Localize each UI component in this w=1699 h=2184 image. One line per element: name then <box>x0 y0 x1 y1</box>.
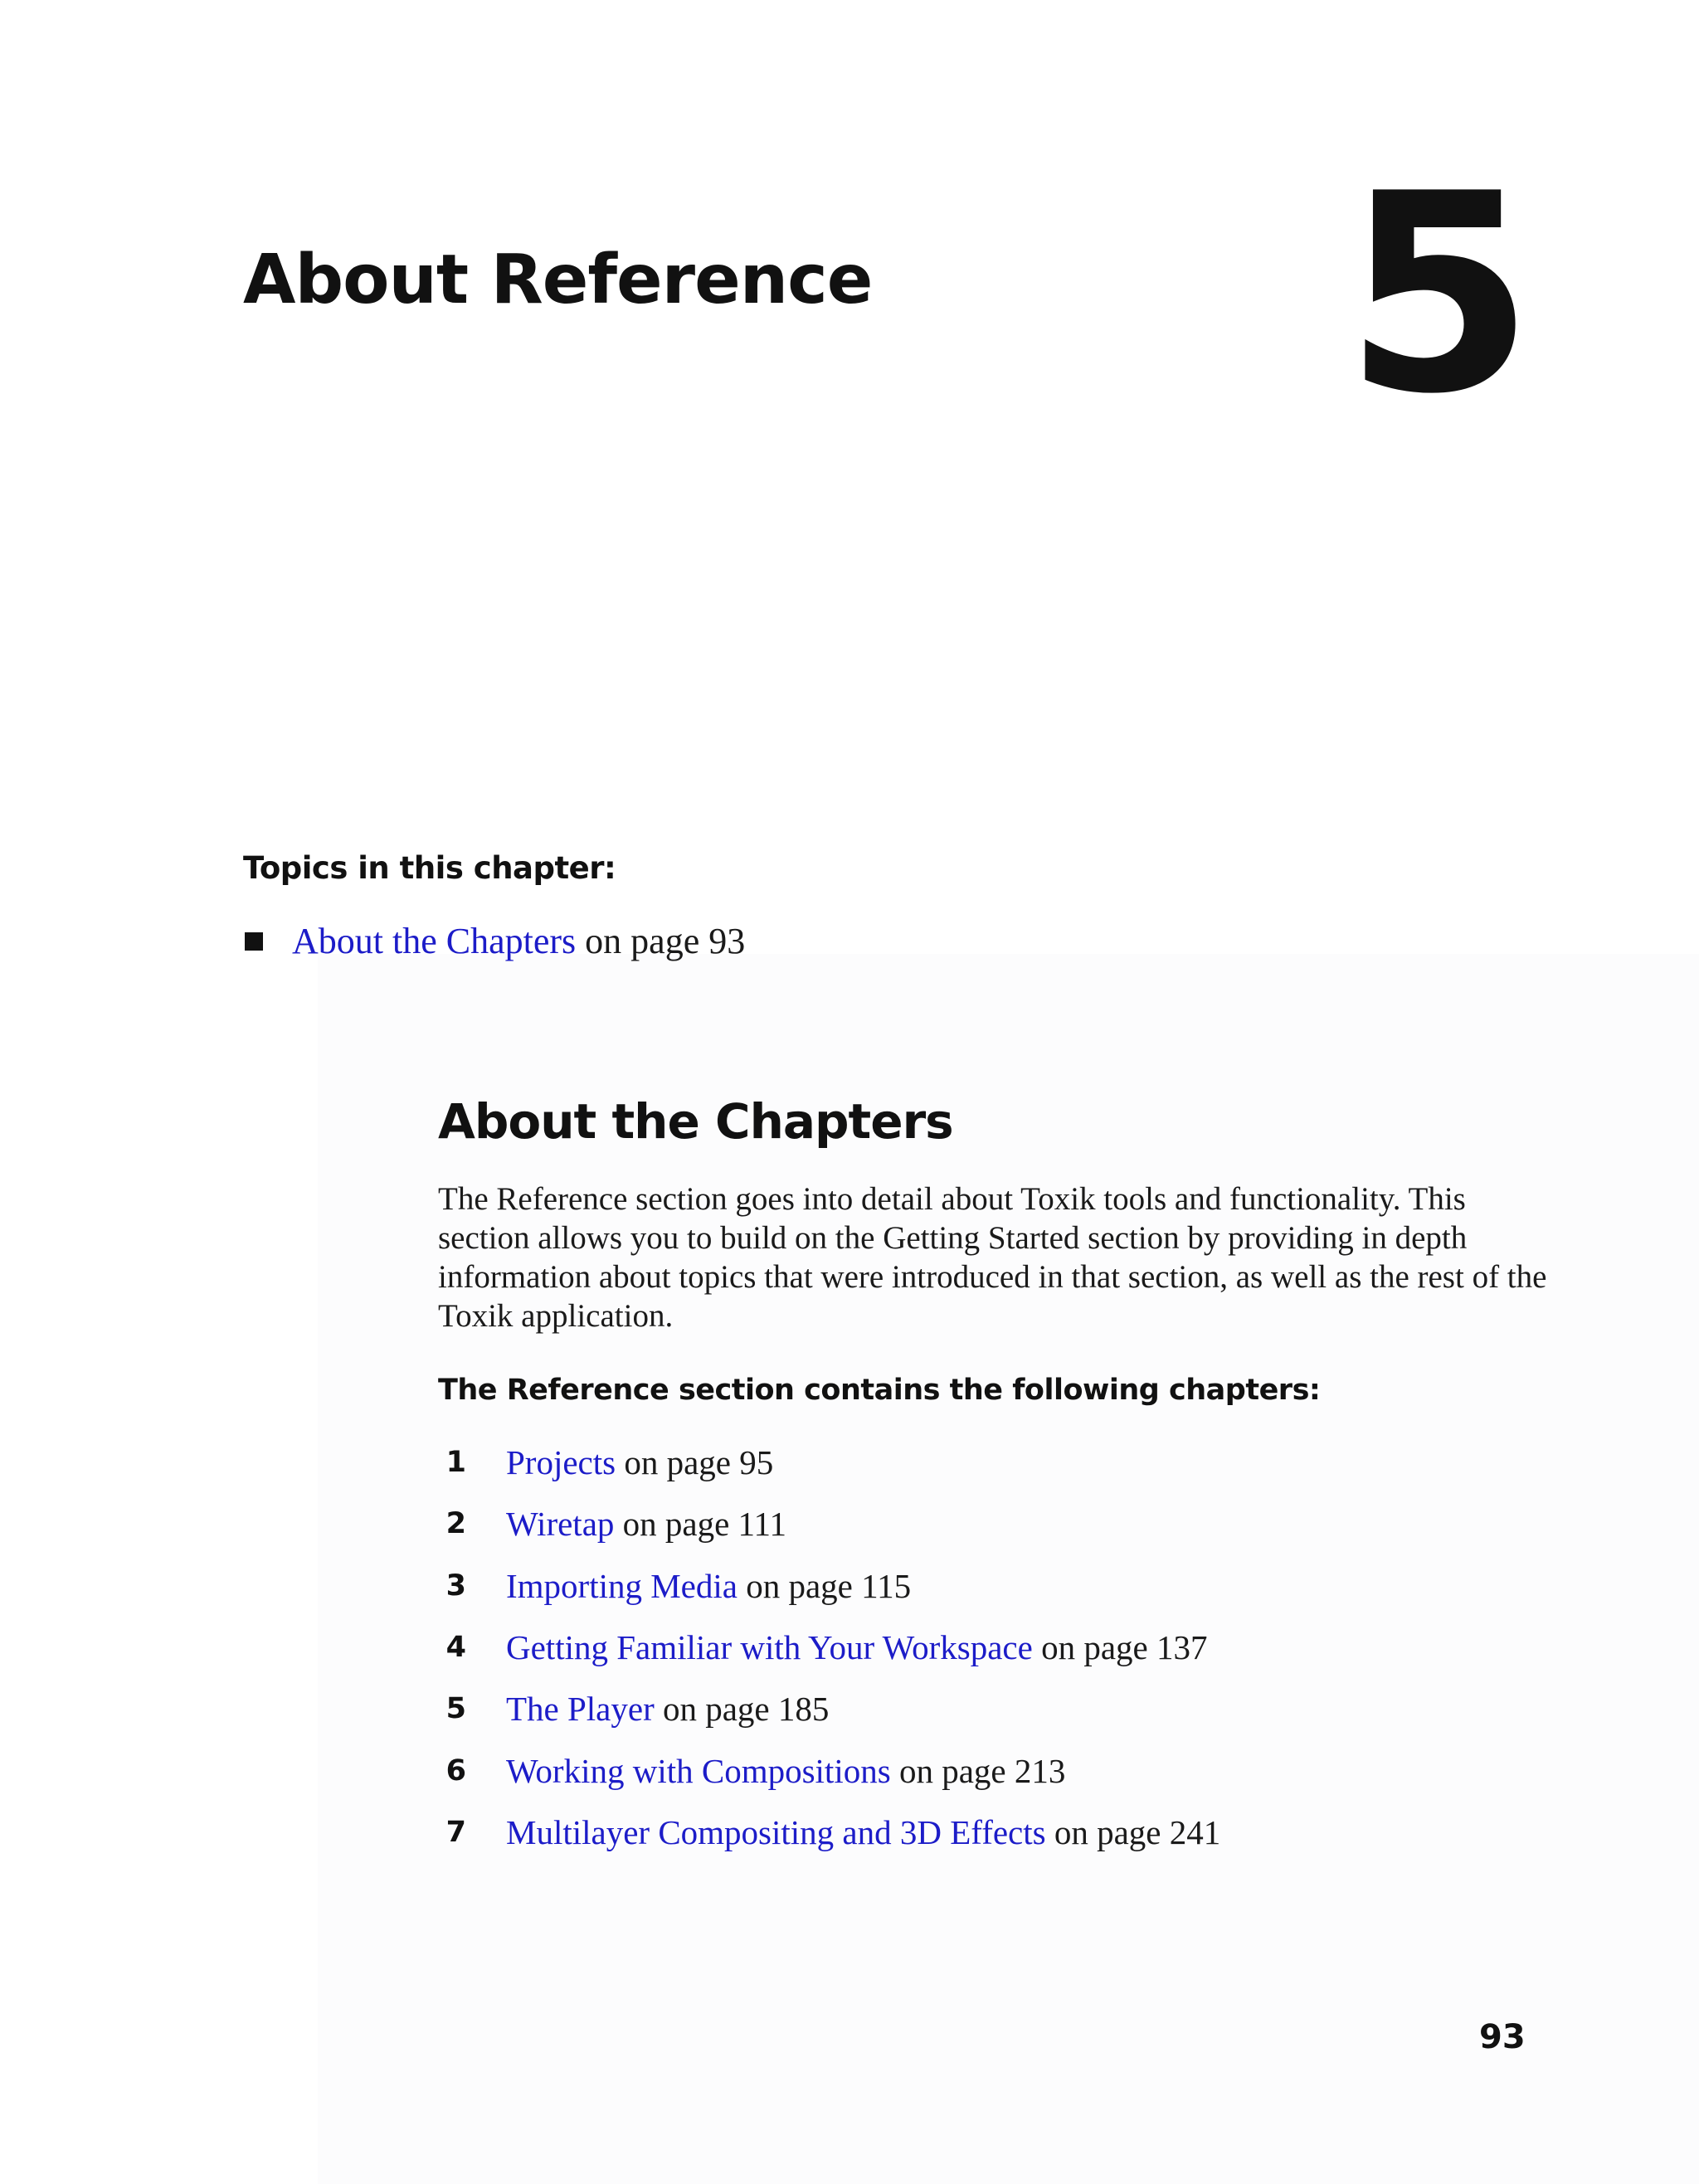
chapter-link-workspace[interactable]: Getting Familiar with Your Workspace <box>506 1628 1033 1667</box>
chapter-page-ref: on page 95 <box>616 1443 774 1482</box>
topic-item <box>243 917 745 966</box>
list-item <box>438 1617 1220 1678</box>
page-number: 93 <box>1479 2018 1526 2056</box>
topic-page-ref: on page 93 <box>576 921 746 961</box>
chapter-page-ref: on page 137 <box>1032 1628 1208 1667</box>
chapter-page-ref: on page 213 <box>890 1751 1066 1790</box>
list-item <box>438 1493 1220 1554</box>
list-item-number: 4 <box>445 1631 466 1665</box>
chapter-link-compositions[interactable]: Working with Compositions <box>506 1751 891 1790</box>
list-item <box>438 1555 1220 1617</box>
list-item-number: 7 <box>445 1815 466 1849</box>
chapters-list <box>438 1432 1220 1863</box>
topic-link-about-the-chapters[interactable]: About the Chapters <box>292 921 577 961</box>
chapter-page-ref: on page 185 <box>654 1690 830 1729</box>
chapter-link-the-player[interactable]: The Player <box>506 1690 655 1729</box>
list-item-number: 1 <box>445 1446 466 1480</box>
list-item-number: 5 <box>445 1692 466 1726</box>
list-item-number: 2 <box>445 1507 466 1541</box>
topics-list <box>243 917 745 966</box>
chapters-list-intro: The Reference section contains the following chapters: <box>438 1374 1321 1407</box>
list-item-number: 3 <box>445 1569 466 1603</box>
list-item <box>438 1802 1220 1863</box>
chapter-link-multilayer-3d[interactable]: Multilayer Compositing and 3D Effects <box>506 1812 1046 1851</box>
chapter-page-ref: on page 115 <box>737 1566 912 1605</box>
chapter-link-projects[interactable]: Projects <box>506 1443 616 1482</box>
chapter-number: 5 <box>1344 135 1526 454</box>
chapter-title: About Reference <box>243 241 873 319</box>
topics-heading: Topics in this chapter: <box>243 850 616 886</box>
chapter-page-ref: on page 111 <box>614 1505 786 1544</box>
list-item-number: 6 <box>445 1754 466 1788</box>
list-item <box>438 1739 1220 1801</box>
chapter-page-ref: on page 241 <box>1045 1812 1221 1851</box>
list-item <box>438 1432 1220 1493</box>
section-heading: About the Chapters <box>438 1093 953 1150</box>
square-bullet-icon <box>245 932 263 951</box>
list-item <box>438 1678 1220 1739</box>
chapter-link-importing-media[interactable]: Importing Media <box>506 1566 738 1605</box>
section-paragraph: The Reference section goes into detail about Toxik tools and functionality. This section allows you to build on the Getting Started section by providing in depth information about topics that were introduced in that section, as well as the rest of the Toxik application. <box>438 1181 1547 1334</box>
chapter-link-wiretap[interactable]: Wiretap <box>506 1505 615 1544</box>
